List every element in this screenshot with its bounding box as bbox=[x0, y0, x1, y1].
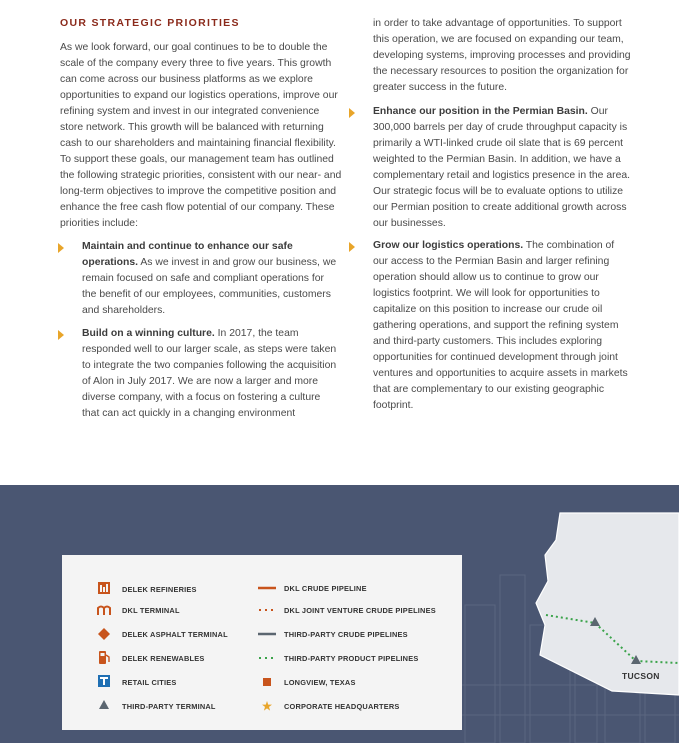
terminal-icon bbox=[97, 605, 111, 616]
retail-icon bbox=[98, 675, 110, 687]
legend-label: CORPORATE HEADQUARTERS bbox=[284, 702, 400, 711]
priority-winning-culture bbox=[82, 326, 340, 422]
priority-lead: Maintain and continue to enhance our safe operations. bbox=[82, 241, 293, 268]
legend-label: THIRD-PARTY TERMINAL bbox=[122, 702, 216, 711]
legend-label: RETAIL CITIES bbox=[122, 678, 177, 687]
intro-paragraph: As we look forward, our goal continues to be to double the scale of the company every three to five years. This growth can come across our business platforms as we explore opportunities to expand our logistics operations, improve our refining system and invest in our integrated convenience store network. This growth will be balanced with returning cash to our shareholders and maintaining financial flexibility. To support these goals, our management team has outlined the following strategic priorities, consistent with our near- and long-term objectives to improve the competitive position and enhance the free cash flow potential of our company. These priorities include: bbox=[60, 42, 342, 229]
triangle-icon bbox=[99, 700, 109, 709]
bullet-arrow-icon bbox=[58, 243, 64, 253]
legend-label: DKL CRUDE PIPELINE bbox=[284, 584, 367, 593]
legend-label: DELEK REFINERIES bbox=[122, 585, 197, 594]
priority-continuation: in order to take advantage of opportunities. To support this operation, we are focused on expanding our team, developing systems, improving processes and providing the necessary resources to position the organization for greater success in the future. bbox=[373, 18, 631, 93]
section-title: OUR STRATEGIC PRIORITIES bbox=[60, 17, 240, 29]
legend-label: DKL TERMINAL bbox=[122, 606, 180, 615]
legend-label: THIRD-PARTY CRUDE PIPELINES bbox=[284, 630, 408, 639]
priority-lead: Build on a winning culture. bbox=[82, 328, 215, 339]
priority-body: The combination of our access to the Permian Basin and larger refining operation should allow us to continue to grow our logistics footprint. We will look for opportunities to capitalize on this position to increase our crude oil gathering operations, and support the refining system and third-party customers. This includes exploring opportunities for continued development through joint ventures and opportunities to acquire assets in markets that are complementary to our existing geographic footprint. bbox=[373, 240, 628, 411]
star-icon bbox=[262, 701, 272, 711]
solid-line-icon bbox=[258, 632, 276, 636]
refinery-icon bbox=[98, 582, 110, 594]
priority-body: As we invest in and grow our business, we remain focused on safe and compliant operations for the benefit of our employees, communities, customers and shareholders. bbox=[82, 257, 337, 316]
city-label-tucson: TUCSON bbox=[622, 671, 660, 681]
bullet-arrow-icon bbox=[349, 108, 355, 118]
square-icon bbox=[263, 678, 271, 686]
arizona-shape bbox=[536, 513, 679, 695]
bullet-arrow-icon bbox=[349, 242, 355, 252]
bullet-arrow-icon bbox=[58, 330, 64, 340]
priority-lead: Grow our logistics operations. bbox=[373, 240, 524, 251]
legend-label: THIRD-PARTY PRODUCT PIPELINES bbox=[284, 654, 419, 663]
diamond-icon bbox=[98, 628, 110, 640]
dotted-line-icon bbox=[258, 608, 276, 612]
priority-permian-basin bbox=[373, 104, 631, 232]
priority-safe-operations bbox=[82, 239, 340, 319]
dotted-line-icon bbox=[258, 656, 276, 660]
legend-label: DELEK ASPHALT TERMINAL bbox=[122, 630, 228, 639]
map-legend bbox=[62, 555, 462, 730]
priority-body: Our 300,000 barrels per day of crude throughput capacity is primarily a WTI-linked crude oil slate that is 69 percent weighted to the Permian Basin. In addition, we have a complementary retail and logistics presence in the area. Our strategic focus will be to evaluate options to utilize our Permian position to create additional growth across our businesses. bbox=[373, 106, 631, 229]
priority-body: In 2017, the team responded well to our larger scale, as steps were taken to integrate the two companies following the acquisition of Alon in July 2017. We are now a larger and more diverse company, with a focus on fostering a culture that can act quickly in a changing environment bbox=[82, 328, 337, 419]
legend-label: DELEK RENEWABLES bbox=[122, 654, 205, 663]
legend-label: DKL JOINT VENTURE CRUDE PIPELINES bbox=[284, 606, 436, 615]
priority-lead: Enhance our position in the Permian Basin. bbox=[373, 106, 588, 117]
priority-culture-continuation bbox=[373, 16, 631, 96]
priority-logistics bbox=[373, 238, 631, 414]
legend-label: LONGVIEW, TEXAS bbox=[284, 678, 356, 687]
solid-line-icon bbox=[258, 586, 276, 590]
fuel-pump-icon bbox=[99, 651, 110, 664]
